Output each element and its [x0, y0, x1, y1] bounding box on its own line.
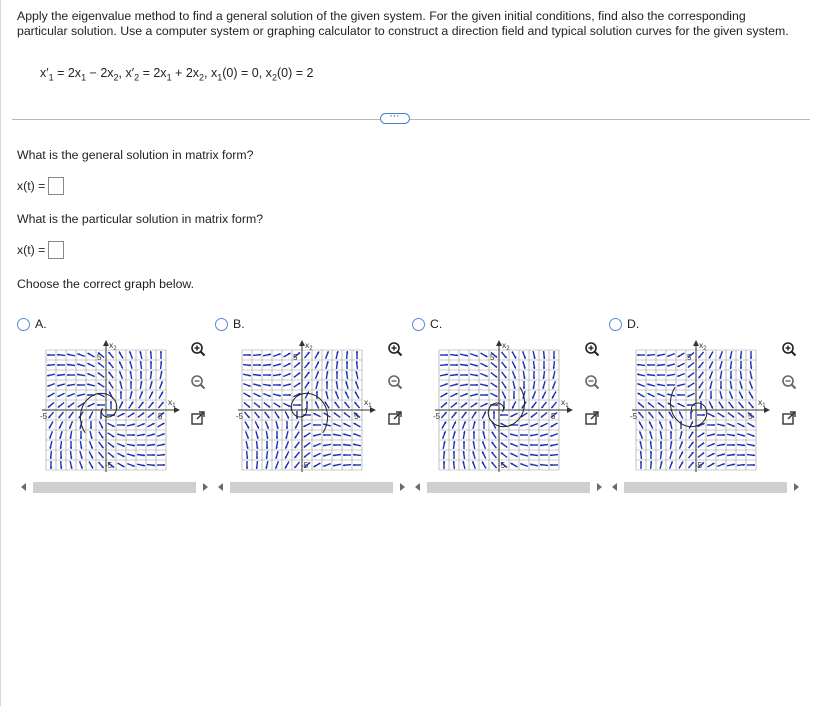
- field-arrowhead: [550, 464, 552, 466]
- scroll-right-icon[interactable]: [597, 483, 602, 491]
- field-arrowhead: [703, 414, 705, 416]
- field-arrowhead: [286, 427, 288, 429]
- section-divider: [12, 119, 810, 120]
- field-arrowhead: [160, 351, 162, 353]
- field-arrowhead: [687, 404, 689, 406]
- field-arrowhead: [753, 464, 755, 466]
- field-arrowhead: [530, 444, 532, 446]
- field-arrowhead: [453, 451, 455, 453]
- field-arrowhead: [473, 431, 475, 433]
- field-arrowhead: [150, 361, 152, 363]
- zoom-in-icon[interactable]: [781, 341, 797, 357]
- field-arrowhead: [343, 454, 345, 456]
- field-arrowhead: [523, 387, 525, 389]
- field-arrowhead: [463, 441, 465, 443]
- field-arrowhead: [67, 374, 69, 376]
- y-axis-sub: 2: [506, 346, 510, 352]
- field-arrowhead: [500, 414, 502, 416]
- popout-icon[interactable]: [387, 410, 403, 426]
- particular-solution-question: What is the particular solution in matrix form?: [17, 212, 264, 226]
- y-axis-label: $x_2$: [699, 340, 707, 352]
- scroll-track[interactable]: [33, 482, 196, 493]
- y-min-label: -5: [105, 461, 113, 470]
- field-arrowhead: [743, 454, 745, 456]
- field-arrowhead: [100, 417, 102, 419]
- field-arrowhead: [90, 427, 92, 429]
- field-arrowhead: [677, 394, 679, 396]
- field-arrowhead: [133, 434, 135, 436]
- field-arrowhead: [336, 371, 338, 373]
- scroll-track[interactable]: [230, 482, 393, 493]
- scroll-left-icon[interactable]: [21, 483, 26, 491]
- field-arrowhead: [720, 387, 722, 389]
- particular-solution-input[interactable]: [48, 241, 64, 259]
- zoom-in-icon[interactable]: [584, 341, 600, 357]
- field-arrowhead: [279, 384, 281, 386]
- option-c[interactable]: [412, 317, 442, 331]
- option-b-radio[interactable]: [215, 318, 228, 331]
- system-equation: $x'_1 = 2x_1 - 2x_2$, $x'_2 = 2x_1 + 2x_2$, $x_1(0) = 0$, $x_2(0) = 2$: [40, 66, 314, 83]
- y-axis-label: $x_2$: [502, 340, 510, 352]
- graph-a[interactable]: [40, 338, 180, 478]
- show-more-button[interactable]: ⋯: [380, 113, 410, 124]
- field-arrowhead: [266, 447, 268, 449]
- scroll-track[interactable]: [427, 482, 590, 493]
- zoom-out-icon[interactable]: [584, 374, 600, 390]
- field-arrowhead: [540, 454, 542, 456]
- x-max-label: 5: [748, 412, 753, 421]
- field-arrowhead: [70, 447, 72, 449]
- field-arrowhead: [723, 434, 725, 436]
- x-max-label: 5: [158, 412, 163, 421]
- field-arrowhead: [533, 377, 535, 379]
- field-arrowhead: [153, 454, 155, 456]
- field-arrowhead: [313, 424, 315, 426]
- scrollbar-c[interactable]: [411, 480, 606, 495]
- option-d-radio[interactable]: [609, 318, 622, 331]
- x-axis-label: $x_1$: [758, 397, 766, 409]
- field-arrowhead: [483, 421, 485, 423]
- graph-b[interactable]: [236, 338, 376, 478]
- particular-solution-label: x(t) =: [17, 243, 46, 257]
- field-arrowhead: [730, 377, 732, 379]
- field-arrowhead: [289, 394, 291, 396]
- field-arrowhead: [496, 404, 498, 406]
- field-arrowhead: [269, 374, 271, 376]
- y-max-label: 5: [97, 353, 102, 362]
- field-arrowhead: [713, 424, 715, 426]
- x-max-label: 5: [551, 412, 556, 421]
- y-max-label: 5: [687, 353, 692, 362]
- field-arrowhead: [249, 354, 251, 356]
- particular-solution-row: [17, 241, 64, 259]
- x-axis-label: $x_1$: [168, 397, 176, 409]
- x-max-label: 5: [354, 412, 359, 421]
- field-arrowhead: [120, 391, 122, 393]
- field-arrowhead: [353, 464, 355, 466]
- zoom-out-icon[interactable]: [387, 374, 403, 390]
- x-min-label: -5: [630, 412, 638, 421]
- left-border: [0, 0, 1, 706]
- field-arrowhead: [670, 431, 672, 433]
- field-arrowhead: [306, 401, 308, 403]
- instructions-text: Apply the eigenvalue method to find a general solution of the given system. For the given initial conditions, find also the corresponding particular solution. Use a computer system or graphing calculator to construct a direction field and typical solution curves for the given system.: [17, 9, 789, 38]
- field-arrowhead: [443, 461, 445, 463]
- field-arrowhead: [143, 444, 145, 446]
- option-b[interactable]: [215, 317, 245, 331]
- field-arrowhead: [323, 434, 325, 436]
- scroll-left-icon[interactable]: [415, 483, 420, 491]
- scroll-track[interactable]: [624, 482, 787, 493]
- field-arrowhead: [456, 364, 458, 366]
- scroll-right-icon[interactable]: [203, 483, 208, 491]
- field-arrowhead: [326, 381, 328, 383]
- field-arrowhead: [543, 367, 545, 369]
- field-arrowhead: [259, 364, 261, 366]
- option-a-label: A.: [35, 317, 47, 331]
- field-arrowhead: [657, 374, 659, 376]
- zoom-in-icon[interactable]: [190, 341, 206, 357]
- option-d[interactable]: [609, 317, 639, 331]
- field-arrowhead: [50, 467, 52, 469]
- general-solution-row: [17, 177, 64, 195]
- field-arrowhead: [256, 457, 258, 459]
- field-arrowhead: [740, 367, 742, 369]
- general-solution-question: What is the general solution in matrix form?: [17, 148, 254, 162]
- y-min-label: -5: [301, 461, 309, 470]
- y-axis-sub: 2: [703, 346, 707, 352]
- field-arrowhead: [553, 357, 555, 359]
- field-arrowhead: [650, 451, 652, 453]
- x-min-label: -5: [236, 412, 244, 421]
- y-axis-label: $x_2$: [109, 340, 117, 352]
- field-arrowhead: [47, 354, 49, 356]
- field-arrowhead: [446, 354, 448, 356]
- y-max-label: 5: [490, 353, 495, 362]
- field-arrowhead: [466, 374, 468, 376]
- field-arrowhead: [60, 457, 62, 459]
- scrollbar-a[interactable]: [17, 480, 212, 495]
- field-arrowhead: [87, 394, 89, 396]
- field-arrowhead: [667, 384, 669, 386]
- option-a[interactable]: [17, 317, 47, 331]
- field-arrowhead: [123, 424, 125, 426]
- general-solution-input[interactable]: [48, 177, 64, 195]
- field-arrowhead: [356, 351, 358, 353]
- field-arrowhead: [296, 417, 298, 419]
- field-arrowhead: [710, 397, 712, 399]
- field-arrowhead: [80, 437, 82, 439]
- field-arrowhead: [346, 361, 348, 363]
- y-min-label: -5: [498, 461, 506, 470]
- option-b-label: B.: [233, 317, 245, 331]
- scrollbar-d[interactable]: [608, 480, 803, 495]
- option-a-radio[interactable]: [17, 318, 30, 331]
- x-axis-label: $x_1$: [561, 397, 569, 409]
- field-arrowhead: [637, 354, 639, 356]
- field-arrowhead: [57, 364, 59, 366]
- field-arrowhead: [750, 357, 752, 359]
- popout-icon[interactable]: [190, 410, 206, 426]
- zoom-out-icon[interactable]: [190, 374, 206, 390]
- field-arrowhead: [140, 371, 142, 373]
- x-axis-sub: 1: [172, 403, 176, 409]
- zoom-out-icon[interactable]: [781, 374, 797, 390]
- field-arrowhead: [316, 391, 318, 393]
- field-arrowhead: [276, 437, 278, 439]
- graph-c[interactable]: [433, 338, 573, 478]
- field-arrowhead: [493, 411, 495, 413]
- field-arrowhead: [700, 407, 702, 409]
- scroll-left-icon[interactable]: [218, 483, 223, 491]
- scroll-left-icon[interactable]: [612, 483, 617, 491]
- field-arrowhead: [333, 444, 335, 446]
- field-arrowhead: [130, 381, 132, 383]
- field-arrowhead: [640, 461, 642, 463]
- field-arrowhead: [520, 434, 522, 436]
- scroll-right-icon[interactable]: [794, 483, 799, 491]
- scroll-right-icon[interactable]: [400, 483, 405, 491]
- y-axis-sub: 2: [113, 346, 117, 352]
- field-arrowhead: [246, 467, 248, 469]
- y-axis-label: $x_2$: [305, 340, 313, 352]
- y-axis-sub: 2: [309, 346, 313, 352]
- y-max-label: 5: [293, 353, 298, 362]
- field-arrowhead: [647, 364, 649, 366]
- field-arrowhead: [97, 404, 99, 406]
- x-axis-sub: 1: [762, 403, 766, 409]
- x-axis-sub: 1: [565, 403, 569, 409]
- y-min-label: -5: [695, 461, 703, 470]
- option-d-label: D.: [627, 317, 640, 331]
- field-arrowhead: [513, 397, 515, 399]
- option-c-label: C.: [430, 317, 443, 331]
- zoom-in-icon[interactable]: [387, 341, 403, 357]
- field-arrowhead: [476, 384, 478, 386]
- field-arrowhead: [299, 404, 301, 406]
- x-axis-label: $x_1$: [364, 397, 372, 409]
- field-arrowhead: [77, 384, 79, 386]
- general-solution-label: x(t) =: [17, 179, 46, 193]
- field-arrowhead: [660, 441, 662, 443]
- graph-d[interactable]: [630, 338, 770, 478]
- scrollbar-b[interactable]: [214, 480, 409, 495]
- x-min-label: -5: [40, 412, 48, 421]
- x-min-label: -5: [433, 412, 441, 421]
- field-arrowhead: [486, 394, 488, 396]
- field-arrowhead: [110, 401, 112, 403]
- option-c-radio[interactable]: [412, 318, 425, 331]
- popout-icon[interactable]: [781, 410, 797, 426]
- popout-icon[interactable]: [584, 410, 600, 426]
- field-arrowhead: [733, 444, 735, 446]
- x-axis-sub: 1: [368, 403, 372, 409]
- graph-question: Choose the correct graph below.: [17, 277, 195, 291]
- field-arrowhead: [163, 464, 165, 466]
